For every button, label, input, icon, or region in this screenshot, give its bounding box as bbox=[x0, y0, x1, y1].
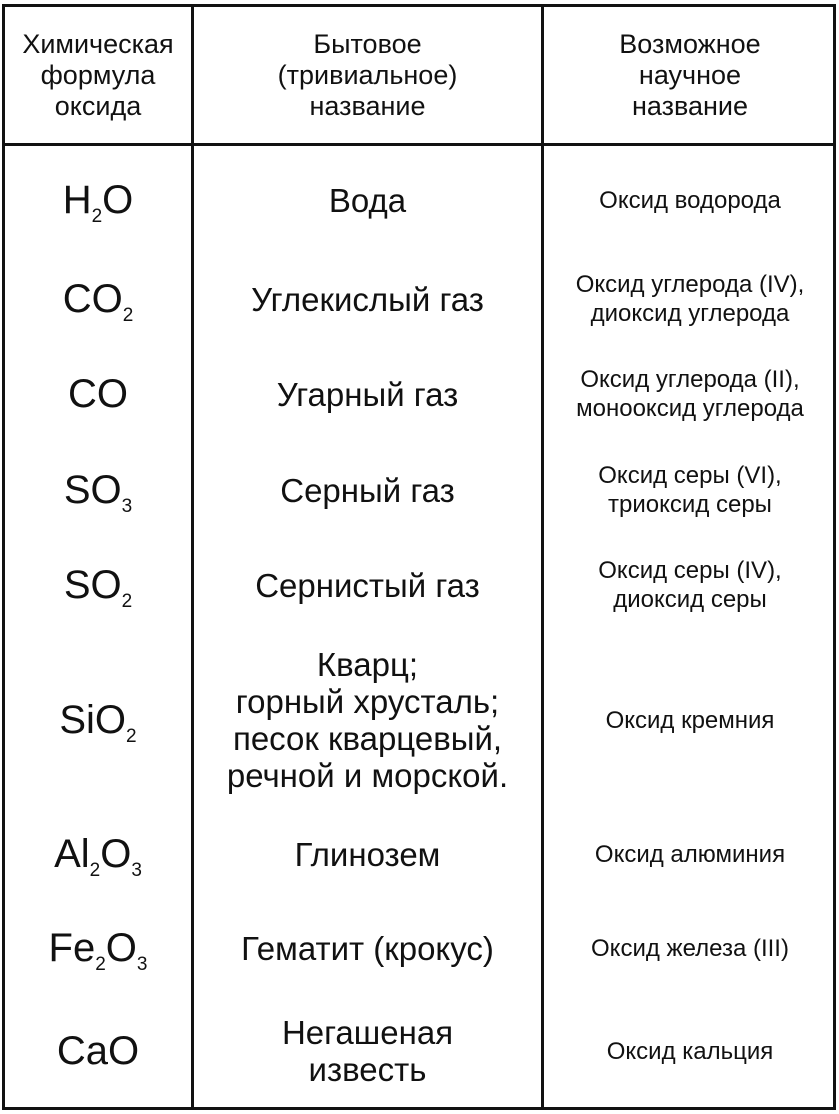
table-row bbox=[5, 149, 833, 251]
oxide-formula: SiO$_2$ bbox=[59, 697, 137, 747]
scientific-name: Оксид кремния bbox=[605, 706, 775, 734]
trivial-name: Гематит (крокус) bbox=[241, 929, 494, 967]
trivial-name: Глинозем bbox=[294, 835, 441, 873]
trivial-name: Углекислый газ bbox=[251, 280, 484, 318]
scientific-name: Оксид кальция bbox=[606, 1037, 774, 1065]
scientific-name: Оксид серы (VI), триоксид серы bbox=[598, 462, 782, 518]
scientific-name: Оксид железа (III) bbox=[591, 934, 789, 962]
oxide-formula: $H_2O$ bbox=[62, 177, 134, 227]
trivial-name: Угарный газ bbox=[276, 375, 459, 413]
trivial-name: Вода bbox=[328, 181, 407, 219]
trivial-name: Серный газ bbox=[280, 471, 455, 509]
header-scientific-name: Возможное научное название bbox=[619, 28, 761, 121]
scientific-name: Оксид алюминия bbox=[594, 840, 786, 868]
table-row bbox=[5, 631, 833, 809]
table-row bbox=[5, 441, 833, 539]
table-row bbox=[5, 347, 833, 441]
trivial-name: Негашеная известь bbox=[281, 1014, 454, 1088]
scientific-name: Оксид углерода (II), монооксид углерода bbox=[576, 366, 804, 422]
oxide-formula: $CO_2$ bbox=[62, 276, 134, 326]
table-row bbox=[5, 539, 833, 631]
table-row bbox=[5, 251, 833, 347]
table-row bbox=[5, 997, 833, 1105]
trivial-name: Кварц; горный хрусталь; песок кварцевый, речной и морской. bbox=[226, 646, 509, 794]
table-row bbox=[5, 809, 833, 899]
scientific-name: Оксид углерода (IV), диоксид углерода bbox=[575, 271, 805, 327]
scientific-name: Оксид серы (IV), диоксид серы bbox=[598, 557, 782, 613]
oxide-formula: CO bbox=[68, 371, 128, 416]
oxide-formula: CaO bbox=[56, 1028, 140, 1073]
oxides-table bbox=[2, 4, 836, 1110]
scientific-name: Оксид водорода bbox=[599, 186, 781, 214]
header-formula: Химическая формула оксида bbox=[22, 28, 174, 121]
table-row bbox=[5, 899, 833, 997]
oxide-formula: $SO_3$ bbox=[63, 467, 133, 517]
header-divider bbox=[5, 143, 833, 146]
oxide-formula: $SO_2$ bbox=[63, 562, 133, 612]
oxide-formula: $Fe_2O_3$ bbox=[48, 925, 148, 975]
trivial-name: Сернистый газ bbox=[255, 566, 480, 604]
oxide-formula: $Al_2O_3$ bbox=[54, 831, 142, 881]
header-trivial-name: Бытовое (тривиальное) название bbox=[277, 28, 458, 121]
